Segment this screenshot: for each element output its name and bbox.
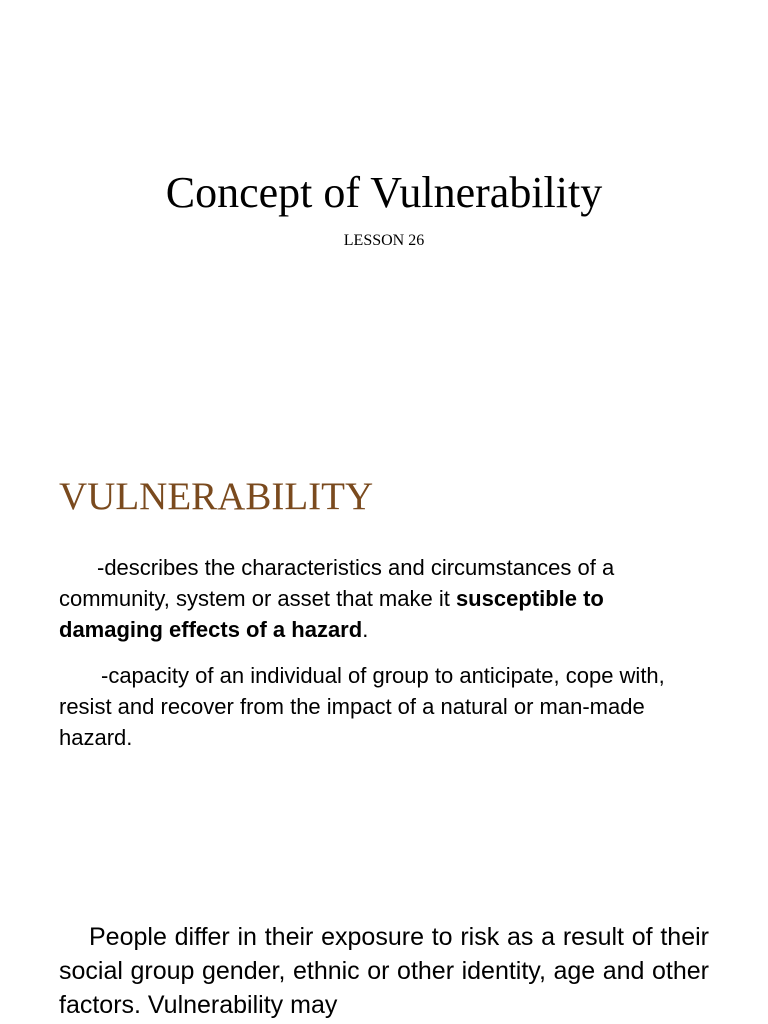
slide-definition (0, 408, 768, 816)
slide-title (0, 0, 768, 408)
exposure-paragraph (59, 920, 709, 1022)
definition-1-period: . (362, 617, 369, 642)
section-heading: VULNERABILITY (59, 475, 374, 518)
definition-paragraph-2 (59, 660, 709, 753)
slide-exposure (0, 816, 768, 1024)
exposure-text: People differ in their exposure to risk as a result of their social group gender, ethnic or other identity, age and other factors. Vulnerability may (59, 923, 709, 1019)
definition-paragraph-1 (59, 552, 709, 645)
definition-1-text: -describes the characteristics and circumstances of a community, system or asset that make it (59, 555, 615, 611)
definition-2-text: -capacity of an individual of group to anticipate, cope with, resist and recover from the impact of a natural or man-made hazard. (59, 663, 665, 750)
definition-1-emphasis: susceptible to damaging effects of a hazard (59, 586, 604, 642)
page-title: Concept of Vulnerability (165, 168, 603, 217)
lesson-subtitle: LESSON 26 (343, 232, 425, 249)
